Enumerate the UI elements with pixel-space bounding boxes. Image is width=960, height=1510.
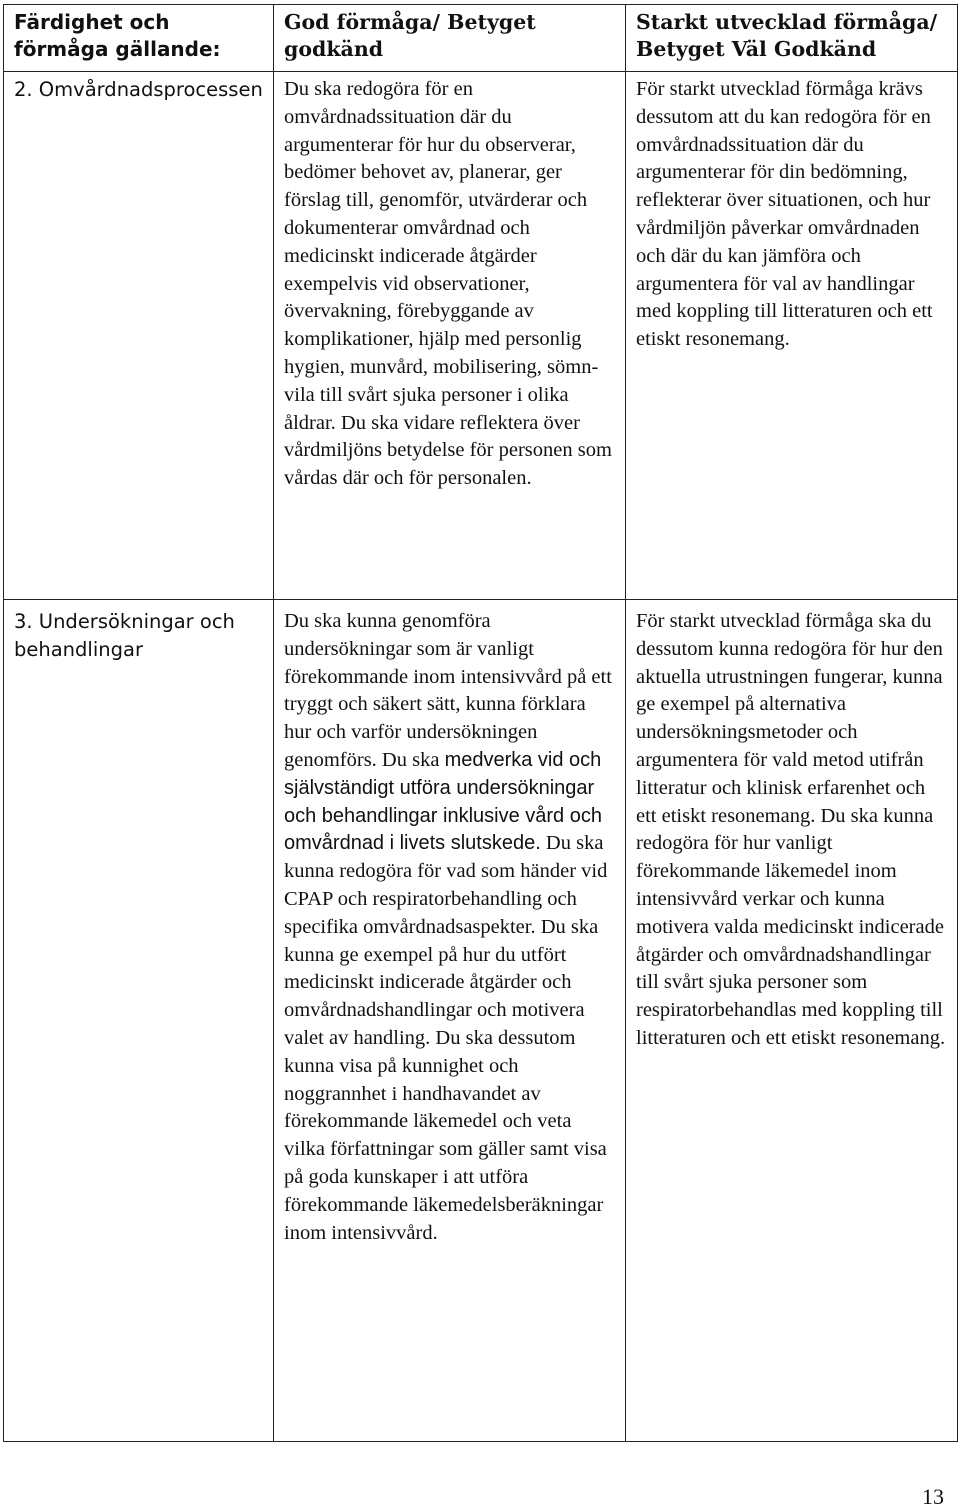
table-row xyxy=(4,600,958,1442)
strong-criteria-cell: För starkt utvecklad förmåga krävs dessutom att du kan redogöra för en omvårdnadssituation där du argumenterar för din bedömning, reflekterar över situationen, och hur vårdmiljön påverkar omvårdnaden och där du kan jämföra och argumentera för val av handlingar med koppling till litteraturen och ett etiskt resonemang. xyxy=(626,72,958,600)
assessment-rubric-table xyxy=(3,4,958,1442)
skill-cell: 2. Omvårdnadsprocessen xyxy=(4,72,274,600)
table-row xyxy=(4,72,958,600)
good-criteria-cell: Du ska redogöra för en omvårdnadssituation där du argumenterar för hur du observerar, bedömer behovet av, planerar, ger förslag till, genomför, utvärderar och dokumenterar omvårdnad och medicinskt indicerade åtgärder exempelvis vid observationer, övervakning, förebyggande av komplikationer, hjälp med personlig hygien, munvård, mobilisering, sömn-vila till svårt sjuka personer i olika åldrar. Du ska vidare reflektera över vårdmiljöns betydelse för personen som vårdas där och för personalen. xyxy=(274,72,626,600)
good-criteria-text-part-2: Du ska kunna redogöra för vad som händer vid CPAP och respiratorbehandling och specifika omvårdnadsaspekter. Du ska kunna ge exempel på hur du utfört medicinskt indicerade åtgärder och omvårdnadshandlingar och motivera valet av handling. Du ska dessutom kunna visa på kunnighet och noggrannhet i handhavandet av förekommande läkemedel och veta vilka författningar som gäller samt visa på goda kunskaper i att utföra förekommande läkemedelsberäkningar inom intensivvård. xyxy=(284,832,608,1244)
good-criteria-text-part-1: Du ska kunna genomföra undersökningar som är vanligt förekommande inom intensivvård på ett tryggt och säkert sätt, kunna förklara hur och varför undersökningen genomförs. Du ska xyxy=(284,610,612,771)
good-criteria-cell xyxy=(274,600,626,1442)
page-number: 13 xyxy=(922,1484,944,1509)
skill-cell: 3. Undersökningar och behandlingar xyxy=(4,600,274,1442)
header-row xyxy=(4,5,958,72)
header-strong: Starkt utvecklad förmåga/ Betyget Väl Godkänd xyxy=(626,5,958,72)
good-criteria-emphasized-text: medverka vid och självständigt utföra undersökningar och behandlingar inklusive vård och omvårdnad i livets slutskede. xyxy=(284,748,602,855)
strong-criteria-cell: För starkt utvecklad förmåga ska du dessutom kunna redogöra för hur den aktuella utrustningen fungerar, kunna ge exempel på alternativa undersökningsmetoder och argumentera för vald metod utifrån litteratur och klinisk erfarenhet och ett etiskt resonemang. Du ska kunna redogöra för hur vanligt förekommande läkemedel inom intensivvård verkar och kunna motivera valda medicinskt indicerade åtgärder och omvårdnadshandlingar till svårt sjuka personer som respiratorbehandlas med koppling till litteraturen och ett etiskt resonemang. xyxy=(626,600,958,1442)
header-good: God förmåga/ Betyget godkänd xyxy=(274,5,626,72)
header-skill: Färdighet och förmåga gällande: xyxy=(4,5,274,72)
